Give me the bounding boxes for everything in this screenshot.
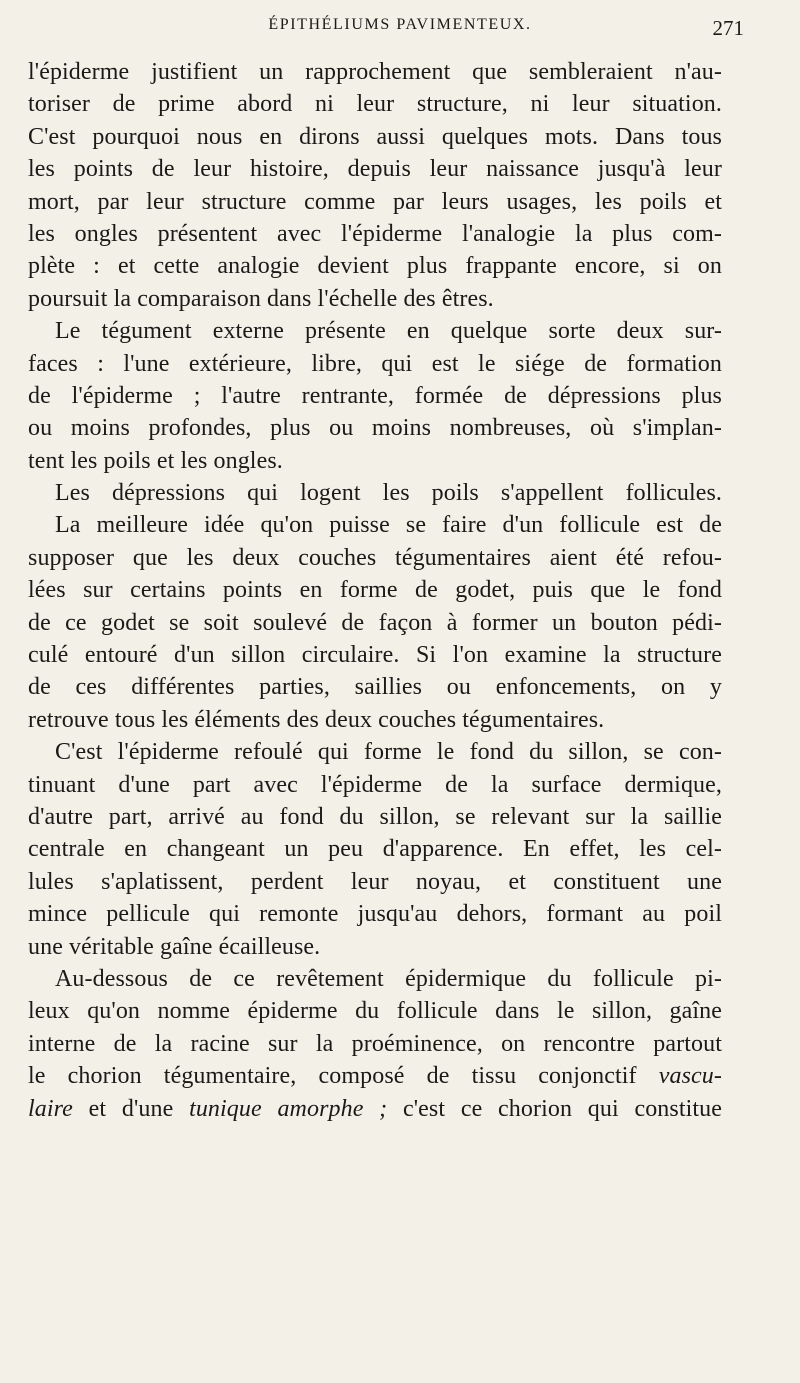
- text-line-33-italic-a: laire: [28, 1095, 73, 1122]
- text-line-8: poursuit la comparaison dans l'échelle des êtres.: [28, 285, 494, 312]
- text-line-32: [28, 1060, 722, 1092]
- text-line-31: interne de la racine sur la proéminence, on rencontre partout: [28, 1030, 722, 1057]
- text-line-13: tent les poils et les ongles.: [28, 447, 283, 474]
- text-line-1: l'épiderme justifient un rapprochement que sembleraient n'au-: [28, 59, 722, 85]
- running-title: ÉPITHÉLIUMS PAVIMENTEUX.: [268, 16, 532, 33]
- body-text: [28, 56, 722, 1125]
- text-line-33-tail: c'est ce chorion qui constitue: [403, 1095, 722, 1122]
- text-line-14: Les dépressions qui logent les poils s'appellent follicules.: [55, 480, 722, 507]
- text-line-32-italic: vascu-: [658, 1063, 722, 1090]
- text-line-18: de ce godet se soit soulevé de façon à former un bouton pédi-: [28, 609, 722, 636]
- text-line-16: supposer que les deux couches tégumentaires aient été refou-: [28, 544, 722, 571]
- text-line-28: une véritable gaîne écailleuse.: [28, 933, 321, 960]
- text-line-3: C'est pourquoi nous en dirons aussi quelques mots. Dans tous: [28, 123, 722, 150]
- text-line-21: retrouve tous les éléments des deux couches tégumentaires.: [28, 706, 605, 733]
- text-line-26: lules s'aplatissent, perdent leur noyau, et constituent une: [28, 868, 722, 895]
- text-line-22: C'est l'épiderme refoulé qui forme le fond du sillon, se con-: [55, 739, 722, 766]
- text-line-19: culé entouré d'un sillon circulaire. Si l'on examine la structure: [28, 642, 722, 669]
- running-head: [0, 16, 800, 44]
- text-line-11: de l'épiderme ; l'autre rentrante, formée de dépressions plus: [28, 382, 722, 409]
- text-line-24: d'autre part, arrivé au fond du sillon, se relevant sur la saillie: [28, 803, 722, 830]
- text-line-7: plète : et cette analogie devient plus frappante encore, si on: [28, 253, 722, 280]
- text-line-6: les ongles présentent avec l'épiderme l'analogie la plus com-: [28, 220, 722, 247]
- text-line-29: Au-dessous de ce revêtement épidermique du follicule pi-: [55, 965, 722, 992]
- text-line-5: mort, par leur structure comme par leurs usages, les poils et: [28, 188, 722, 215]
- text-line-30: leux qu'on nomme épiderme du follicule dans le sillon, gaîne: [28, 998, 722, 1025]
- text-line-12: ou moins profondes, plus ou moins nombreuses, où s'implan-: [28, 415, 722, 442]
- text-line-20: de ces différentes parties, saillies ou enfoncements, on y: [28, 674, 722, 701]
- text-line-32-main: le chorion tégumentaire, composé de tissu conjonctif: [28, 1063, 637, 1090]
- text-line-4: les points de leur histoire, depuis leur naissance jusqu'à leur: [28, 156, 722, 183]
- text-line-33: [28, 1093, 722, 1125]
- page-number: 271: [712, 16, 744, 40]
- text-line-9: Le tégument externe présente en quelque sorte deux sur-: [55, 318, 722, 345]
- text-line-2: toriser de prime abord ni leur structure, ni leur situation.: [28, 91, 722, 118]
- text-line-10: faces : l'une extérieure, libre, qui est le siége de formation: [28, 350, 722, 377]
- text-line-15: La meilleure idée qu'on puisse se faire d'un follicule est de: [55, 512, 722, 539]
- text-line-33-italic-b: tunique amorphe ;: [189, 1095, 388, 1122]
- text-line-25: centrale en changeant un peu d'apparence. En effet, les cel-: [28, 836, 722, 863]
- text-line-27: mince pellicule qui remonte jusqu'au dehors, formant au poil: [28, 901, 722, 928]
- text-line-17: lées sur certains points en forme de godet, puis que le fond: [28, 577, 722, 604]
- text-line-33-connector: et d'une: [72, 1095, 190, 1122]
- text-line-23: tinuant d'une part avec l'épiderme de la surface dermique,: [28, 771, 722, 798]
